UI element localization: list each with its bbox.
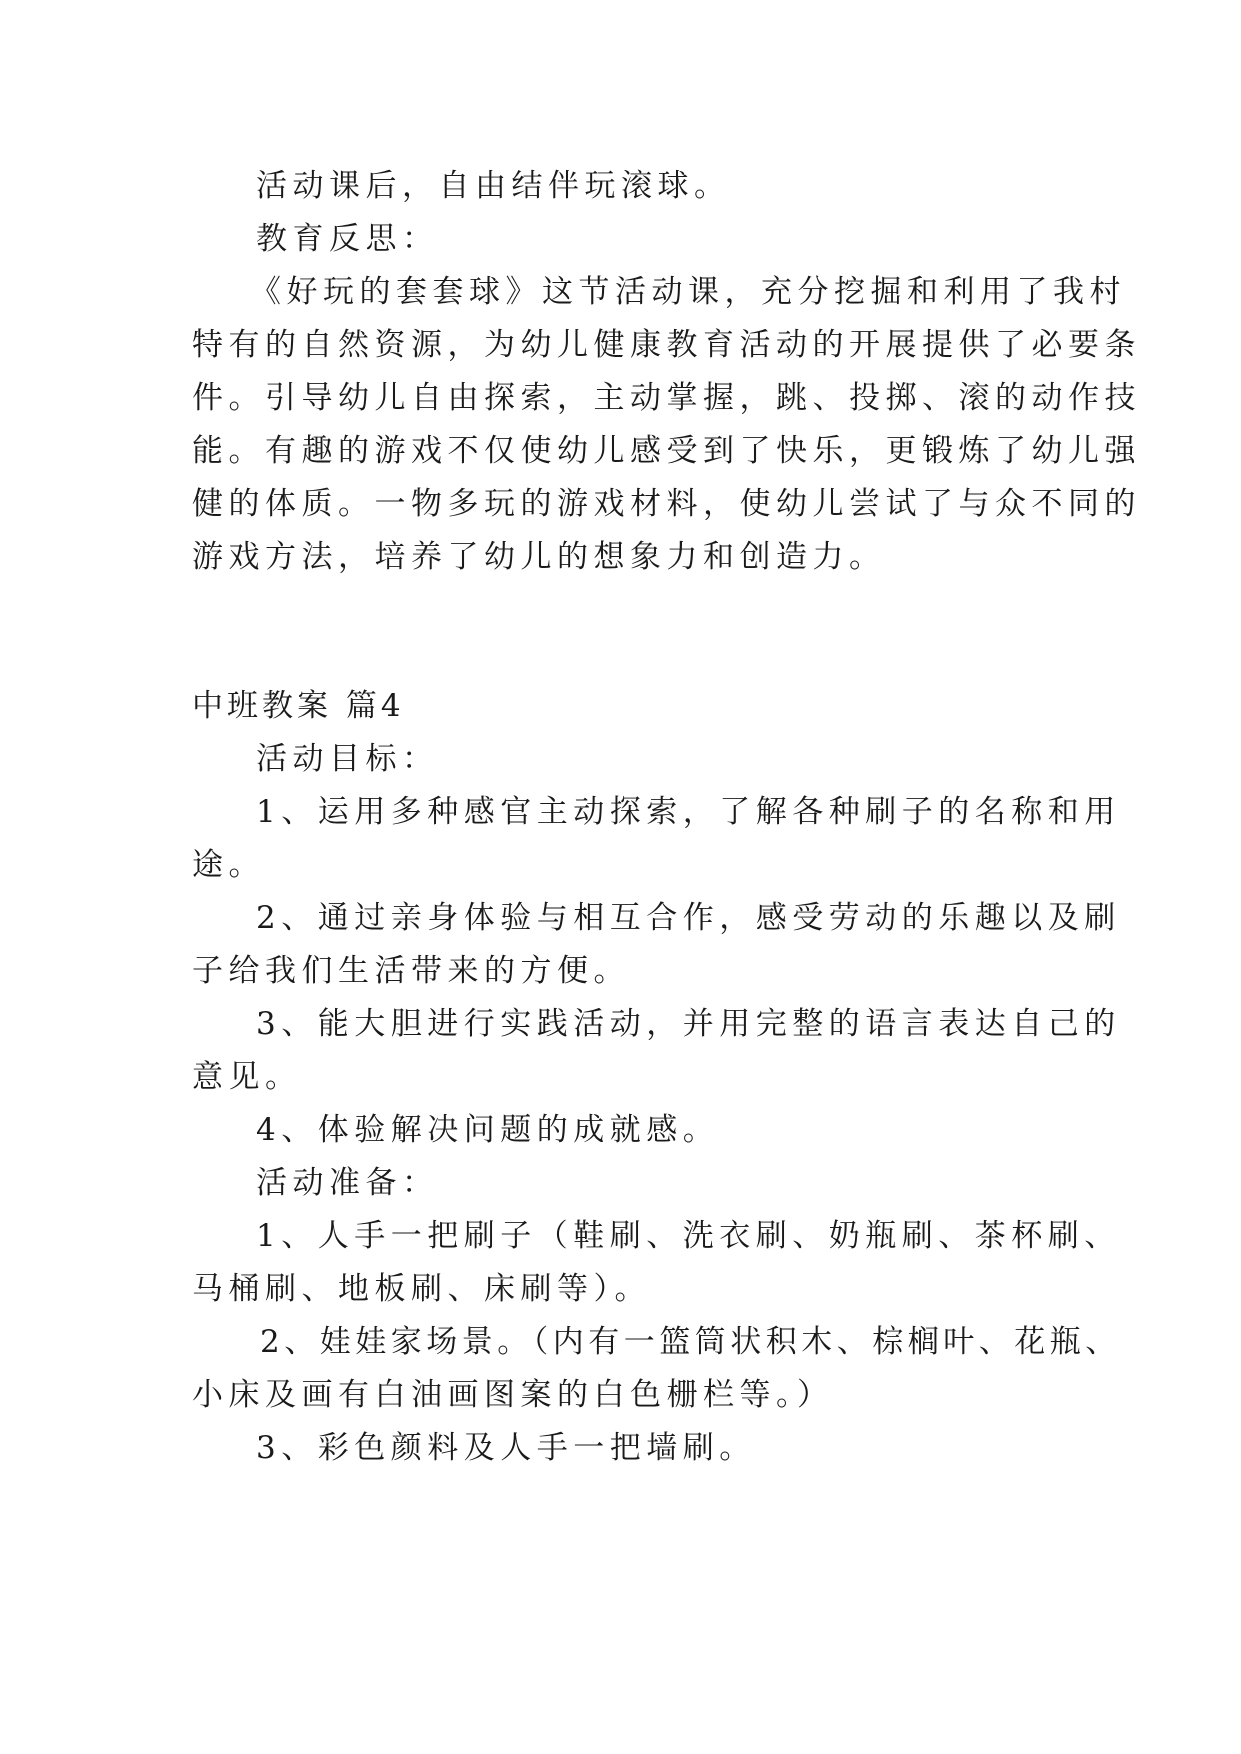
text-line: 途。: [192, 847, 265, 883]
text-line: 健的体质。一物多玩的游戏材料，使幼儿尝试了与众不同的: [192, 486, 1141, 522]
section-label: 教育反思：: [256, 221, 439, 257]
section-label: 活动准备：: [256, 1165, 439, 1201]
list-item: 3、彩色颜料及人手一把墙刷。: [256, 1430, 756, 1466]
text-line: 特有的自然资源，为幼儿健康教育活动的开展提供了必要条: [192, 327, 1141, 363]
list-item: 4、体验解决问题的成就感。: [256, 1112, 720, 1148]
list-item: 1、运用多种感官主动探索，了解各种刷子的名称和用: [256, 794, 1121, 830]
text-line: 《好玩的套套球》这节活动课，充分挖掘和利用了我村: [250, 274, 1126, 310]
list-item: 1、人手一把刷子（鞋刷、洗衣刷、奶瓶刷、茶杯刷、: [256, 1218, 1121, 1254]
text-line: 活动课后，自由结伴玩滚球。: [256, 168, 731, 204]
list-item: 2、娃娃家场景。（内有一篮筒状积木、棕榈叶、花瓶、: [260, 1324, 1121, 1360]
text-line: 游戏方法，培养了幼儿的想象力和创造力。: [192, 539, 886, 575]
list-item: 3、能大胆进行实践活动，并用完整的语言表达自己的: [256, 1006, 1121, 1042]
section-heading: 中班教案 篇4: [192, 688, 405, 724]
text-line: 马桶刷、地板刷、床刷等）。: [192, 1271, 651, 1307]
list-item: 2、通过亲身体验与相互合作，感受劳动的乐趣以及刷: [256, 900, 1121, 936]
text-line: 子给我们生活带来的方便。: [192, 953, 630, 989]
section-label: 活动目标：: [256, 741, 439, 777]
text-line: 意见。: [192, 1059, 302, 1095]
text-line: 件。引导幼儿自由探索，主动掌握，跳、投掷、滚的动作技: [192, 380, 1141, 416]
text-line: 能。有趣的游戏不仅使幼儿感受到了快乐，更锻炼了幼儿强: [192, 433, 1141, 469]
text-line: 小床及画有白油画图案的白色栅栏等。）: [192, 1377, 834, 1413]
